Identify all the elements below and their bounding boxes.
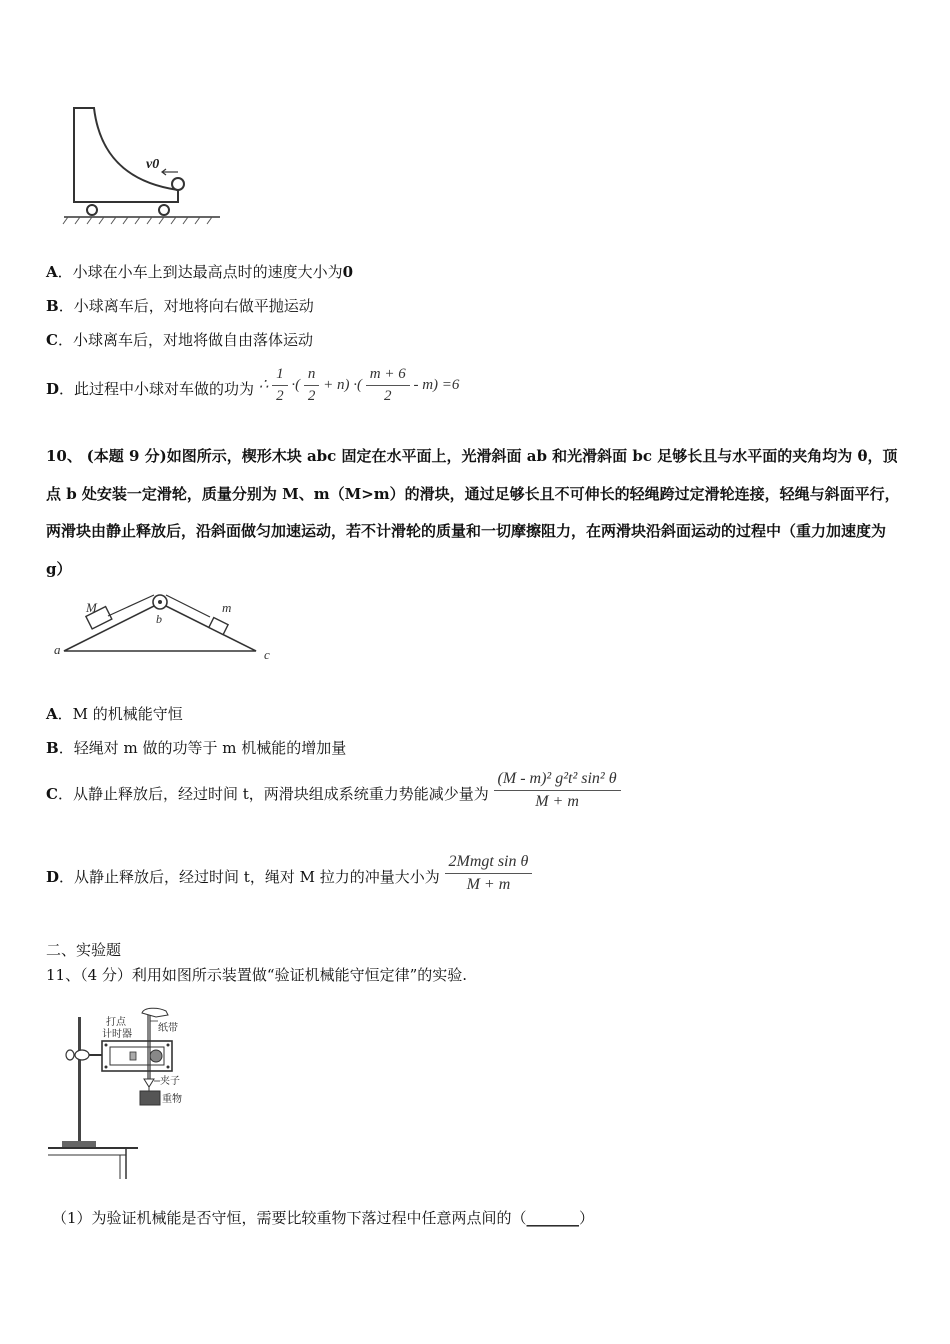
option-letter: A	[46, 263, 58, 281]
q11-apparatus-figure	[46, 1005, 206, 1181]
q11-sub1	[52, 1207, 594, 1228]
label-c: c	[264, 647, 270, 662]
option-text: ．M 的机械能守恒	[57, 705, 183, 723]
option-letter: C	[46, 331, 58, 349]
wheel-right	[159, 205, 169, 215]
q10-stem	[46, 438, 906, 588]
clip	[144, 1079, 154, 1087]
stand-base	[62, 1141, 96, 1147]
label-tape: 纸带	[158, 1023, 178, 1034]
option-letter: D	[46, 868, 60, 886]
label-m: m	[222, 600, 232, 615]
d-mid: + n) ·(	[323, 376, 362, 393]
section-title: 二、实验题	[46, 941, 122, 959]
label-b: b	[156, 612, 162, 626]
q10-number: 10、	[46, 447, 82, 465]
label-weight: 重物	[162, 1094, 182, 1105]
ball	[172, 178, 184, 190]
rope-right	[166, 595, 210, 617]
q10-option-c	[46, 770, 621, 811]
option-text: ．小球离车后，对地将向右做平抛运动	[58, 297, 314, 315]
label-timer-1: 打点	[106, 1017, 126, 1028]
formula-denominator: M + m	[445, 873, 533, 894]
q9-option-d	[46, 366, 459, 405]
q9-option-b	[46, 295, 314, 316]
v0-label: v0	[146, 157, 160, 172]
wheel-left	[87, 205, 97, 215]
block-m	[209, 618, 228, 635]
q9-option-a	[46, 261, 353, 282]
q10-option-c-formula	[494, 770, 621, 811]
label-a: a	[54, 642, 61, 657]
option-letter: A	[46, 705, 58, 723]
d-tail: - m) =6	[413, 376, 460, 393]
option-letter: B	[46, 297, 59, 315]
option-value: 0	[342, 263, 354, 281]
q10-option-a	[46, 703, 183, 724]
formula-numerator: (M - m)² g²t² sin² θ	[497, 770, 617, 787]
timer-coil	[150, 1050, 162, 1062]
label-timer-2: 计时器	[102, 1029, 132, 1040]
q9-option-c	[46, 329, 313, 350]
sub1-suffix: ）	[579, 1209, 595, 1227]
option-text: ．小球离车后，对地将做自由落体运动	[57, 331, 313, 349]
rope-left	[108, 595, 154, 616]
clamp-knob	[66, 1050, 74, 1060]
q10-wedge-figure	[52, 590, 282, 665]
weight	[140, 1091, 160, 1105]
option-letter: C	[46, 785, 58, 803]
answer-blank[interactable]: _______	[526, 1209, 580, 1227]
f1-num: 1	[276, 366, 284, 382]
option-text: ．从静止释放后，经过时间 t，两滑块组成系统重力势能减少量为	[57, 785, 489, 803]
formula-denominator: M + m	[494, 790, 621, 811]
q10-option-d	[46, 853, 532, 894]
f3-num: m + 6	[369, 366, 406, 382]
option-letter: B	[46, 739, 59, 757]
sub1-prefix: （1）为验证机械能是否守恒，需要比较重物下落过程中任意两点间的（	[52, 1209, 527, 1227]
formula-numerator: 2Mmgt sin θ	[448, 853, 529, 870]
hand	[142, 1008, 168, 1017]
option-letter: D	[46, 380, 60, 399]
q10-option-d-formula	[445, 853, 533, 894]
option-text: ．从静止释放后，经过时间 t，绳对 M 拉力的冲量大小为	[59, 868, 440, 886]
ground-hatch	[63, 217, 212, 224]
label-clip: 夹子	[160, 1076, 180, 1087]
option-text: ．此过程中小球对车做的功为	[59, 380, 255, 399]
f2-den: 2	[304, 385, 320, 405]
clamp	[75, 1050, 89, 1060]
f2-num: n	[307, 366, 316, 382]
q11-title: 11、（4 分）利用如图所示装置做“验证机械能守恒定律”的实验.	[46, 966, 468, 984]
option-text: ．小球在小车上到达最高点时的速度大小为	[57, 263, 343, 281]
label-M: M	[86, 600, 97, 615]
f1-den: 2	[272, 385, 288, 405]
q10-option-b	[46, 737, 346, 758]
therefore-symbol: ∴	[258, 376, 269, 393]
option-text: ．轻绳对 m 做的功等于 m 机械能的增加量	[58, 739, 347, 757]
stand-rod	[78, 1017, 81, 1145]
velocity-arrow	[162, 169, 178, 175]
d-dot1: ·(	[291, 376, 301, 393]
cart-body	[74, 108, 178, 202]
q9-option-d-formula	[258, 366, 460, 404]
q9-cart-figure	[60, 98, 225, 230]
q10-stem-text: (本题 9 分)如图所示，楔形木块 abc 固定在水平面上，光滑斜面 ab 和光滑斜面 bc 足够长且与水平面的夹角均为 θ，顶点 b 处安装一定滑轮，质量分别为 M、m（M>m）的滑块，通过足够长且不可伸长的轻绳跨过定滑轮连接，轻绳与斜面平行，两滑块由静止释放后，沿斜面做匀加速运动，若不计滑轮的质量和一切摩擦阻力，在两滑块沿斜面运动的过程中（重力加速度为 g）	[46, 447, 900, 578]
f3-den: 2	[366, 385, 410, 405]
